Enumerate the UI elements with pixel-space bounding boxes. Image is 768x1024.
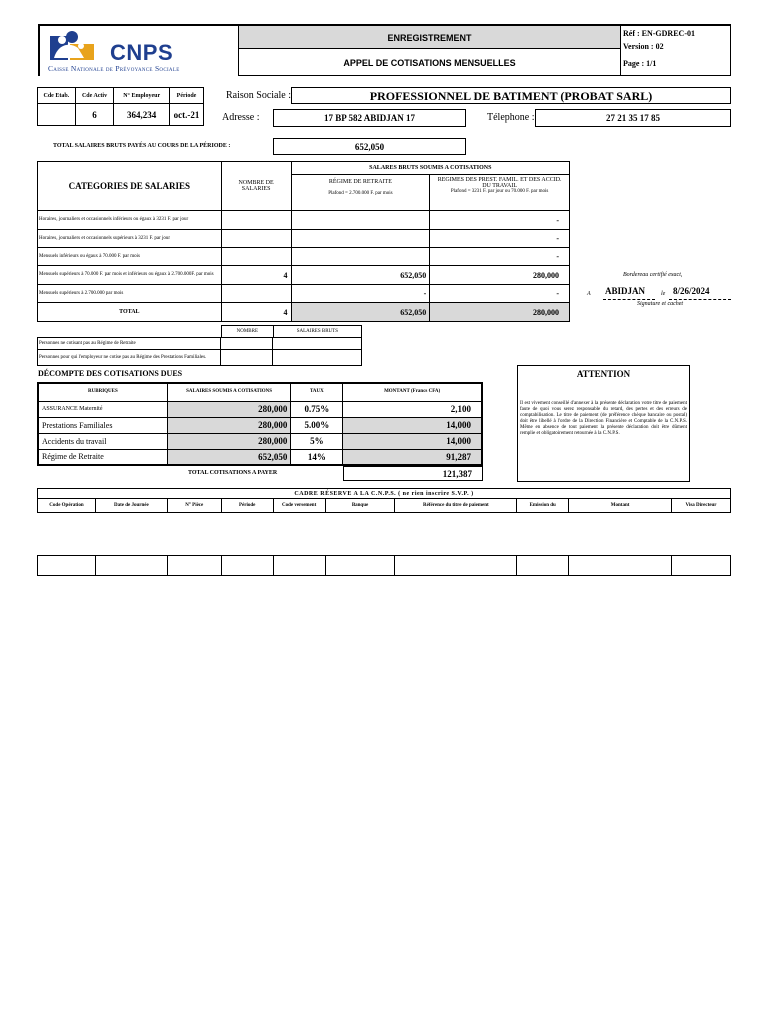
category-famil: -: [430, 211, 570, 230]
non-cotisants-label: Personnes ne cotisant pas au Régime de Retraite: [38, 338, 221, 350]
table-row: [38, 266, 570, 285]
decompte-montant: 14,000: [343, 433, 482, 449]
category-retraite: -: [291, 285, 430, 303]
header-title-2: APPEL DE COTISATIONS MENSUELLES: [238, 48, 621, 76]
cadre-cell: [95, 556, 167, 576]
decompte-taux: 14%: [291, 449, 343, 465]
decompte-taux: 5%: [291, 433, 343, 449]
decompte-montant: 2,100: [343, 401, 482, 417]
table-row: [38, 248, 570, 266]
famil-header: REGIMES DES PREST. FAMIL. ET DES ACCID. DU TRAVAIL: [437, 177, 562, 189]
category-famil: -: [430, 248, 570, 266]
category-total-famil: 280,000: [430, 303, 570, 322]
category-nombre: [221, 211, 291, 230]
category-retraite: [291, 248, 430, 266]
non-cotisants-nombre: [221, 350, 273, 366]
table-row: [38, 338, 362, 350]
category-label: Mensuels inférieurs ou égaux à 70.000 F. par mois: [38, 248, 222, 266]
tel-value: 27 21 35 17 85: [535, 109, 731, 127]
total-bruts-value: 652,050: [273, 138, 466, 155]
decompte-montant: 91,287: [343, 449, 482, 465]
cadre-table: [37, 498, 731, 576]
certification-city: ABIDJAN: [605, 286, 646, 296]
cadre-cell: [395, 556, 517, 576]
cadre-cell: [273, 556, 325, 576]
table-row: [38, 230, 570, 248]
header-ref-box: [620, 24, 731, 76]
table-row: [38, 211, 570, 230]
adresse-value: 17 BP 582 ABIDJAN 17: [273, 109, 466, 127]
cadre-spacer-row: [38, 513, 731, 556]
attention-text: Il est vivement conseillé d'annexer à la présente déclaration votre titre de paiement faute de quoi vous serez responsable du retard, des pertes et des erreurs de comptabilisation. Le titre de paiement (de préférence chèque bancaire ou postal) doit être libellé à l'ordre de la Direction Financière et Comptable de la C.N.P.S. Même en absence de tout paiement la présente déclaration doit être dûment remplie et obligatoirement retournée à la C.N.P.S.: [520, 401, 687, 436]
decompte-header: RUBRIQUES: [38, 383, 167, 401]
certification-text: Bordereau certifié exact,: [623, 272, 683, 278]
cadre-header: Code versement: [273, 499, 325, 513]
retraite-header-cell: [291, 175, 430, 211]
logo: [38, 24, 238, 76]
cadre-header: Code Opération: [38, 499, 96, 513]
categories-table: [37, 161, 570, 322]
cadre-header: Emission du: [517, 499, 569, 513]
decompte-salaire: 280,000: [167, 433, 291, 449]
ids-header: Cde Activ: [75, 88, 114, 104]
certification-a: A: [587, 291, 591, 297]
ids-header: N° Employeur: [114, 88, 170, 104]
decompte-salaire: 280,000: [167, 401, 291, 417]
adresse-label: Adresse :: [222, 112, 260, 123]
attention-box: [517, 365, 690, 482]
ids-value-employeur: 364,234: [114, 104, 170, 126]
decompte-rubrique: Régime de Retraite: [38, 449, 167, 465]
famil-header-cell: [430, 175, 570, 211]
logo-name: CNPS: [110, 40, 174, 65]
cadre-header: Montant: [569, 499, 672, 513]
decompte-rubrique: ASSURANCE Maternité: [38, 401, 167, 417]
retraite-header: RÉGIME DE RETRAITE: [328, 179, 392, 185]
cadre-header: Référence du titre de paiement: [395, 499, 517, 513]
ids-value-periode: oct.-21: [170, 104, 204, 126]
city-line: [603, 299, 655, 300]
cadre-cell: [325, 556, 395, 576]
cadre-header: N° Pièce: [167, 499, 221, 513]
category-famil: -: [430, 285, 570, 303]
header-title-1: ENREGISTREMENT: [238, 24, 621, 49]
table-row: [38, 449, 482, 465]
cadre-cell: [221, 556, 273, 576]
category-nombre: [221, 230, 291, 248]
ids-header: Cde Etab.: [38, 88, 76, 104]
category-retraite: [291, 211, 430, 230]
decompte-header: MONTANT (Francs CFA): [343, 383, 482, 401]
cadre-cell: [517, 556, 569, 576]
cadre-header: Période: [221, 499, 273, 513]
category-retraite: 652,050: [291, 266, 430, 285]
decompte-table: [37, 382, 483, 466]
decompte-total-label: TOTAL COTISATIONS A PAYER: [188, 470, 278, 476]
cadre-cell: [672, 556, 731, 576]
category-famil: -: [430, 230, 570, 248]
category-total-nombre: 4: [221, 303, 291, 322]
ids-header: Période: [170, 88, 204, 104]
certification-signature: Signature et cachet: [637, 301, 684, 307]
decompte-salaire: 280,000: [167, 417, 291, 433]
decompte-montant: 14,000: [343, 417, 482, 433]
category-label: Mensuels supérieurs à 70.000 F. par mois et inférieurs ou égaux à 2.700.000F. par mois: [38, 266, 222, 285]
category-famil: 280,000: [430, 266, 570, 285]
cadre-header: Banque: [325, 499, 395, 513]
non-cotisants-header: SALAIRES BRUTS: [273, 326, 361, 338]
cadre-cell: [569, 556, 672, 576]
header-page: Page : 1/1: [623, 59, 657, 68]
header-ref: Réf : EN-GDREC-01: [623, 29, 695, 38]
logo-mark: [48, 28, 96, 62]
cadre-cell: [38, 556, 96, 576]
retraite-note: Plafond = 2.700.000 F. par mois: [328, 191, 393, 196]
non-cotisants-salaires: [273, 350, 362, 366]
raison-label: Raison Sociale :: [226, 90, 291, 101]
decompte-title: DÉCOMPTE DES COTISATIONS DUES: [38, 369, 183, 378]
cadre-header: Visa Directeur: [672, 499, 731, 513]
ids-table: [37, 87, 204, 126]
table-row: [38, 556, 731, 576]
non-cotisants-label: Personnes pour qui l'employeur ne cotise pas au Régime des Prestations Familiales.: [38, 350, 221, 366]
tel-label: Télephone :: [487, 112, 535, 123]
non-cotisants-nombre: [221, 338, 273, 350]
header-version: Version : 02: [623, 42, 664, 51]
categories-title: CATEGORIES DE SALARIES: [38, 162, 222, 211]
category-total-retraite: 652,050: [291, 303, 430, 322]
table-row: [38, 433, 482, 449]
decompte-taux: 5.00%: [291, 417, 343, 433]
logo-tagline: Caisse Nationale de Prévoyance Sociale: [48, 64, 180, 73]
table-row-total: [38, 303, 570, 322]
decompte-header: TAUX: [291, 383, 343, 401]
ids-value-activ: 6: [75, 104, 114, 126]
decompte-taux: 0.75%: [291, 401, 343, 417]
category-nombre: [221, 285, 291, 303]
famil-note: Plafond = 3231 F. par jour ou 70.000 F. par mois: [450, 189, 549, 194]
table-row: [38, 350, 362, 366]
category-label: Horaires, journaliers et occasionnels supérieurs à 3231 F. par jour: [38, 230, 222, 248]
decompte-total-value: 121,387: [343, 466, 483, 481]
category-label: Mensuels supérieurs à 2.700.000 par mois: [38, 285, 222, 303]
total-bruts-label: TOTAL SALAIRES BRUTS PAYÉS AU COURS DE LA PÉRIODE :: [53, 143, 231, 149]
category-nombre: 4: [221, 266, 291, 285]
raison-value: PROFESSIONNEL DE BATIMENT (PROBAT SARL): [291, 87, 731, 104]
cadre-cell: [167, 556, 221, 576]
soumis-header: SALARES BRUTS SOUMIS A COTISATIONS: [291, 162, 569, 175]
category-total-label: TOTAL: [38, 303, 222, 322]
ids-value-etab: [38, 104, 76, 126]
certification-block: [585, 272, 731, 312]
decompte-rubrique: Accidents du travail: [38, 433, 167, 449]
category-label: Horaires, journaliers et occasionnels inférieurs ou égaux à 3231 F. par jour: [38, 211, 222, 230]
decompte-rubrique: Prestations Familiales: [38, 417, 167, 433]
non-cotisants-salaires: [273, 338, 362, 350]
nombre-header: NOMBRE DE SALARIES: [221, 162, 291, 211]
cadre-title: CADRE RÉSERVE A LA C.N.P.S. ( ne rien inscrire S.V.P. ): [37, 488, 731, 499]
non-cotisants-header: NOMBRE: [222, 326, 274, 338]
category-nombre: [221, 248, 291, 266]
category-retraite: [291, 230, 430, 248]
decompte-header: SALAIRES SOUMIS A COTISATIONS: [167, 383, 291, 401]
attention-title: ATTENTION: [576, 369, 631, 379]
table-row: [38, 417, 482, 433]
decompte-salaire: 652,050: [167, 449, 291, 465]
certification-le: le: [661, 291, 666, 297]
cadre-header: Date de Journée: [95, 499, 167, 513]
table-row: [38, 285, 570, 303]
certification-date: 8/26/2024: [673, 286, 710, 296]
table-row: [38, 401, 482, 417]
date-line: [669, 299, 731, 300]
non-cotisants-rows: [37, 337, 362, 366]
